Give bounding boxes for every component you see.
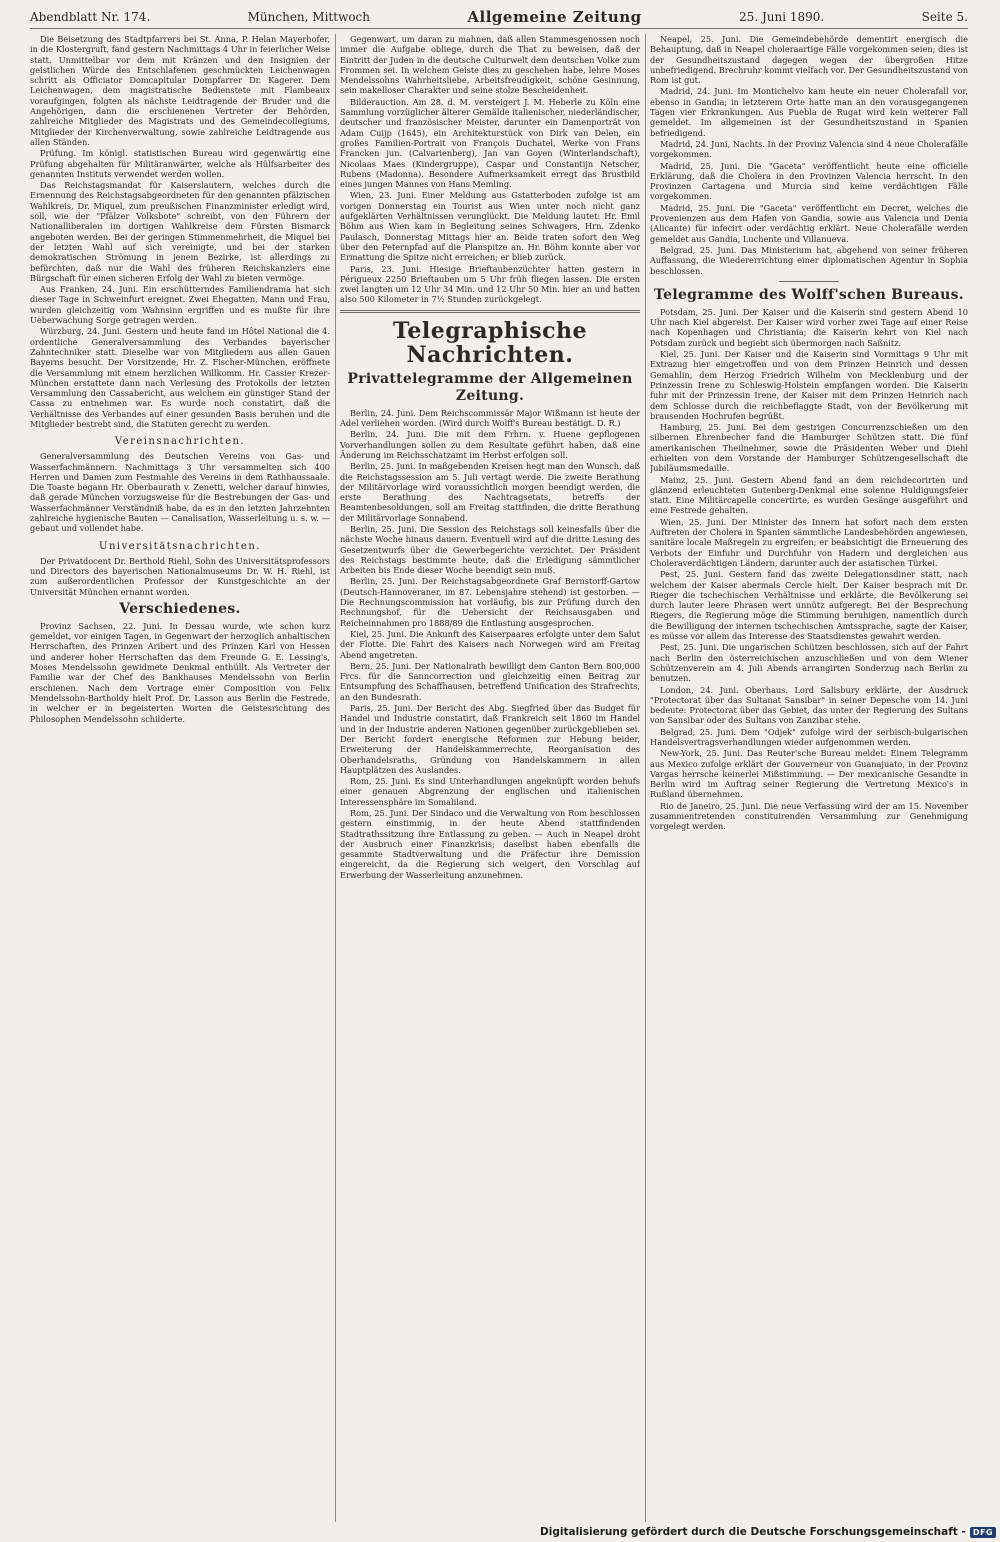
column-divider	[335, 34, 336, 1522]
article-paragraph: Gegenwart, um daran zu mahnen, daß allen Stammesgenossen noch immer die Aufgabe obliege, durch die That zu beweisen, daß der Eintritt der Juden in die deutsche Culturwelt dem deutschen Volke zum Frommen sei. In welchem Geiste dies zu geschehen habe, lehre Moses Mendelssohns Wahrheitsliebe, Arbeitsfreudigkeit, schöne Gesinnung, sein makelloser Charakter und seine stolze Bescheidenheit.	[340, 34, 640, 96]
article-paragraph: Madrid, 25. Juni. Die "Gaceta" veröffentlicht ein Decret, welches die Provenienzen aus dem Hafen von Gandia, sowie aus Valencia und Denia (Alicante) für infecirt oder verdächtig erklärt. Neue Cholerafälle werden gemeldet aus Gandia, Luchente und Villanueva.	[650, 202, 968, 244]
issue-date: 25. Juni 1890.	[739, 10, 825, 24]
section-heading: Telegraphische Nachrichten.	[393, 317, 587, 368]
dfg-logo: DFG	[970, 1527, 996, 1538]
article-paragraph: Berlin, 24. Juni. Dem Reichscommissär Major Wißmann ist heute der Adel verliehen worden. (Wird durch Wolff's Bureau bestätigt. D. R.)	[340, 407, 640, 429]
article-paragraph: Kiel, 25. Juni. Der Kaiser und die Kaiserin sind Vormittags 9 Uhr mit Extrazug hier eingetroffen und von dem Prinzen Heinrich und dessen Gemahlin, dem Herzog Friedrich Wilhelm von Mecklenburg und der Prinzessin Irene zu Schleswig-Holstein empfangen worden. Die Kaiserin fuhr mit der Prinzessin Irene, der Kaiser mit dem Prinzen Heinrich nach dem Schlosse durch die reichbeflaggte Stadt, von der Bevölkerung mit brausenden Hochrufen begrüßt.	[650, 349, 968, 421]
article-paragraph: Belgrad, 25. Juni. Dem "Odjek" zufolge wird der serbisch-bulgarischen Handelsvertragsverhandlungen wieder aufgenommen werden.	[650, 726, 968, 747]
article-paragraph: Pest, 25. Juni. Gestern fand das zweite Delegationsdiner statt, nach welchem der Kaiser abermals Cercle hielt. Der Kaiser besprach mit Dr. Rieger die tschechischen Verhältnisse und erklärte, die Bevölkerung sei durch lauter leere Phrasen wert unnütz aufgeregt. Bei der Besprechung Riegers, die Regierung möge die Stimmung beruhigen, namentlich durch die Bewilligung der internen tschechischen Amtssprache, sagte der Kaiser, es müsse vor allem das Interesse des Staatsdienstes gewahrt werden.	[650, 569, 968, 642]
article-paragraph: Berlin, 25. Juni. Der Reichstagsabgeordnete Graf Bernstorff-Gartow (Deutsch-Hannoveraner, im 87. Lebensjahre stehend) ist gestorben. — Die Rechnungscommission hat vorläufig, bis zur Prüfung durch den Rechnungshof, für die Uebersicht der Reichsausgaben und Reicheinnahmen pro 1888/89 die Entlastung ausgesprochen.	[340, 576, 640, 628]
credit-text: Digitalisierung gefördert durch die Deutsche Forschungsgemeinschaft -	[540, 1526, 966, 1538]
article-paragraph: London, 24. Juni. Oberhaus. Lord Salisbury erklärte, der Ausdruck "Protectorat über das Sultanat Sansibar" in seiner Depesche vom 14. Juni bedeute: Protectorat über das Gebiet, das unter der Regierung des Sultans von Sansibar oder des Sultans von Zanzibar stehe.	[650, 684, 968, 726]
article-paragraph: Wien, 25. Juni. Der Minister des Innern hat sofort nach dem ersten Auftreten der Cholera in Spanien sämmtliche Landesbehörden angewiesen, sanitäre locale Maßregeln zu ergreifen; er beabsichtigt die Erneuerung des Verbots der Einfuhr und Durchfuhr von Hadern und dergleichen aus Choleraverdächtigen Ländern, darunter auch der asiatischen Türkei.	[650, 516, 968, 568]
section-heading: Vereinsnachrichten.	[114, 436, 246, 448]
article-paragraph: Hamburg, 25. Juni. Bei dem gestrigen Concurrenzschießen um den silbernen Ehrenbecher fand die Hamburger Schützen statt. Die fünf amerikanischen Theilnehmer, sowie die Präsidenten Weber und Diehl erhielten von dem Vorstande der Hamburger Schützengesellschaft die Jubiläumsmedaille.	[650, 422, 968, 474]
section-heading: Verschiedenes.	[119, 600, 241, 617]
header-rule	[30, 28, 968, 29]
article-paragraph: Potsdam, 25. Juni. Der Kaiser und die Kaiserin sind gestern Abend 10 Uhr nach Kiel abgereist. Der Kaiser wird vorher zwei Tage auf einer Reise nach Kopenhagen und Christiania; die Kaiserin kehrt von Kiel nach Potsdam zurück und begiebt sich übermorgen nach Saßnitz.	[650, 306, 968, 348]
article-paragraph: Rom, 25. Juni. Es sind Unterhandlungen angeknüpft worden behufs einer genauen Abgrenzung der englischen und italienischen Interessensphäre im Somaliland.	[340, 776, 640, 807]
digitization-credit	[540, 1526, 996, 1538]
section-heading: Universitätsnachrichten.	[99, 540, 261, 552]
issue-number: Abendblatt Nr. 174.	[30, 10, 151, 24]
article-paragraph: Madrid, 24. Juni, Nachts. In der Provinz Valencia sind 4 neue Cholerafälle vorgekommen.	[650, 138, 968, 160]
article-paragraph: Madrid, 24. Juni. Im Montichelvo kam heute ein neuer Cholerafall vor, ebenso in Gandia; in letzterem Orte hatte man an den vorausgegangenen Tagen vier Erkrankungen. Aus Puebla de Rugat wird kein weiterer Fall gemeldet. Im allgemeinen ist der Gesundheitszustand in Spanien befriedigend.	[650, 86, 968, 138]
section-rule	[340, 310, 640, 313]
article-paragraph: Rio de Janeiro, 25. Juni. Die neue Verfassung wird der am 15. November zusammentretenden constituirenden Versammlung zur Genehmigung vorgelegt werden.	[650, 800, 968, 832]
article-paragraph: Bern, 25. Juni. Der Nationalrath bewilligt dem Canton Bern 800,000 Frcs. für die Sanncorrection und gleichzeitig einen Beitrag zur Entsumpfung des Schaffhausen, betreffend Unification des Strafrechts, an den Bundesrath.	[340, 660, 640, 702]
article-paragraph: Rom, 25. Juni. Der Sindaco und die Verwaltung von Rom beschlossen gestern einstimmig, in der heute Abend stattfindenden Stadtrathssitzung ihre Entlassung zu geben. — Auch in Neapel droht der Ausbruch einer Finanzkrisis; daselbst haben ebenfalls die gesammte Stadtverwaltung und die Präfectur ihre Demission eingereicht, da die Regierung sich weigert, den Vorschlag auf Erwerbung der Wasserleitung anzunehmen.	[340, 808, 640, 880]
article-paragraph: Die Beisetzung des Stadtpfarrers bei St. Anna, P. Helan Mayerhofer, in die Klostergruft, fand gestern Nachmittags 4 Uhr in feierlicher Weise statt. Unmittelbar vor dem mit Kränzen und den Insignien der geistlichen Würde des Entschlafenen geschmückten Leichenwagen schritt als Officiator Domcapitular Dompfarrer Dr. Kagerer. Dem Leichenwagen, dem magistratische Bedienstete mit Flambeaux voraufgingen, folgten als nächste Leidtragende der Bruder und die Angehörigen, dann die erschienenen Vertreter der Behörden, zahlreiche Mitglieder des Magistrats und des Gemeindecollegiums, Mitglieder der Kirchenverwaltung, sowie zahlreiche Leidtragende aus allen Ständen.	[30, 34, 330, 147]
column-2	[340, 34, 640, 1522]
article-paragraph: Berlin, 25. Juni. Die Session des Reichstags soll keinesfalls über die nächste Woche hinaus dauern. Eventuell wird auf die dritte Lesung des Gesetzentwurfs über die Gewerbegerichte verzichtet. Der Präsident des Reichstags bestimmte heute, daß die Erledigung sämmtlicher Arbeiten bis Ende dieser Woche beendigt sein muß.	[340, 523, 640, 576]
article-paragraph: Berlin, 24. Juni. Die mit dem Frhrn. v. Huene gepflogenen Vorverhandlungen sollen zu dem Resultate geführt haben, daß eine Änderung im Reichsschatzamt im Herbst erfolgen soll.	[340, 429, 640, 460]
article-paragraph: Pest, 25. Juni. Die ungarischen Schützen beschlossen, sich auf der Fahrt nach Berlin den österreichischen anzuschließen und von dem Wiener Schützenverein am 4. Juli Abends arrangirten Sonderzug nach Berlin zu benutzen.	[650, 642, 968, 684]
article-paragraph: Kiel, 25. Juni. Die Ankunft des Kaiserpaares erfolgte unter dem Salut der Flotte. Die Fahrt des Kaisers nach Norwegen wird am Freitag Abend angetreten.	[340, 628, 640, 660]
section-rule	[779, 281, 839, 282]
article-paragraph: Generalversammlung des Deutschen Vereins von Gas- und Wasserfachmännern. Nachmittags 3 Uhr versammelten sich 400 Herren und Damen zum Festmahle des Vereins in dem Rathhaussaale. Die Toaste begann Hr. Oberbaurath v. Zenetti, welcher darauf hinwies, daß gerade München vorzugsweise für die Bestrebungen der Gas- und Wasserfachmänner Verständniß habe, da es in den letzten Jahrzehnten zahlreiche hygienische Bauten — Canalisation, Wasserleitung u. s. w. — gebaut und vollendet habe.	[30, 451, 330, 534]
article-paragraph: Prüfung. Im königl. statistischen Bureau wird gegenwärtig eine Prüfung abgehalten für Militäranwärter, welche als Hülfsarbeiter des genannten Instituts verwendet werden wollen.	[30, 148, 330, 179]
article-paragraph: Bilderauction. Am 28. d. M. versteigert J. M. Heberle zu Köln eine Sammlung vorzüglicher älterer Gemälde italienischer, niederländischer, deutscher und französischer Meister, darunter ein Damenporträt von Adam Cuijp (1645), ein Architekturstück von Dirk van Delen, ein großes Familien-Portrait von François Duchatel, Werke von Frans Francken jun. (Calvarienberg), Jan van Goyen (Winterlandschaft), Nicolaas Maes (Kindergruppe), Caspar und Constantijn Netscher, Rubens (Madonna). Besondere Aufmerksamkeit erregt das Brustbild eines jungen Mannes von Hans Memling.	[340, 96, 640, 190]
section-subheading: Privattelegramme der Allgemeinen Zeitung.	[347, 370, 633, 404]
place-and-day: München, Mittwoch	[247, 10, 371, 24]
article-paragraph: Madrid, 25. Juni. Die "Gaceta" veröffentlicht heute eine officielle Erklärung, daß die Cholera in den Provinzen Valencia herrscht. In den Provinzen Cartagena und Murcia sind keine verdächtigen Fälle vorgekommen.	[650, 160, 968, 202]
masthead-title: Allgemeine Zeitung	[467, 8, 642, 26]
section-heading: Telegramme des Wolff'schen Bureaus.	[654, 286, 964, 303]
article-paragraph: Mainz, 25. Juni. Gestern Abend fand an dem reichdecorirten und glänzend erleuchteten Gutenberg-Denkmal eine solenne Huldigungsfeier statt. Eine Militärcapelle concertirte, es wurden Gesänge ausgeführt und eine Festrede gehalten.	[650, 474, 968, 516]
article-paragraph: Provinz Sachsen, 22. Juni. In Dessau wurde, wie schon kurz gemeldet, vor einigen Tagen, in Gegenwart der herzoglich anhaltischen Herrschaften, des Prinzen Aribert und des Prinzen Karl von Hessen und anderer hoher Herrschaften das dem Freunde G. E. Lessing's, Moses Mendelssohn gewidmete Denkmal enthüllt. Als Vertreter der Familie war der Chef des Bankhauses Mendelssohn von Berlin erschienen. Nach dem Vortrage einer Composition von Felix Mendelssohn-Bartholdy hielt Prof. Dr. Lasson aus Berlin die Festrede, in welcher er in begeisterten Worten die Geistesrichtung des Philosophen Mendelssohn schilderte.	[30, 620, 330, 724]
article-paragraph: Berlin, 25. Juni. In maßgebenden Kreisen hegt man den Wunsch, daß die Reichstagssession am 5. Juli vertagt werde. Die zweite Berathung der Militärvorlage wird voraussichtlich morgen beendigt werden, die erste Berathung des Nachtragsetats, betreffs der Beamtenbesoldungen, soll am Freitag stattfinden, die dritte Berathung der Militärvorlage Sonnabend.	[340, 461, 640, 523]
article-paragraph: Aus Franken, 24. Juni. Ein erschütterndes Familiendrama hat sich dieser Tage in Schweinfurt ereignet. Zwei Ehegatten, Mann und Frau, wurden gleichzeitig vom Wahnsinn ergriffen und es mußte für ihre Ueberwachung Sorge getragen werden.	[30, 284, 330, 326]
article-paragraph: Paris, 23. Juni. Hiesige Brieftaubenzüchter hatten gestern in Périgueux 2250 Brieftauben um 5 Uhr früh fliegen lassen. Die ersten zwei langten um 12 Uhr 34 Min. und 12 Uhr 50 Min. hier an und hatten also 500 Kilometer in 7½ Stunden zurückgelegt.	[340, 263, 640, 305]
article-paragraph: New-York, 25. Juni. Das Reuter'sche Bureau meldet: Einem Telegramm aus Mexico zufolge erklärt der Gouverneur von Guanajuato, in der Provinz Vargas herrsche keinerlei Mißstimmung. — Der mexicanische Gesandte in Berlin wird im Auftrag seiner Regierung die Vertretung Mexico's in Rußland übernehmen.	[650, 748, 968, 800]
article-paragraph: Wien, 23. Juni. Einer Meldung aus Gstatterboden zufolge ist am vorigen Donnerstag ein Tourist aus Wien unter noch nicht ganz aufgeklärten Verhältnissen verunglückt. Die Meldung lautet: Hr. Emil Böhm aus Wien kam in Begleitung seines Schwagers, Hrn. Zdenko Paulasch, Donnerstag Mittags hier an. Beide traten sofort den Weg über den Peternpfad auf die Planspitze an. Hr. Böhm konnte aber vor Ermattung die Spitze nicht erreichen; er blieb zurück.	[340, 190, 640, 263]
column-1	[30, 34, 330, 1522]
column-divider	[645, 34, 646, 1522]
article-paragraph: Der Privatdocent Dr. Berthold Riehl, Sohn des Universitätsprofessors und Directors des bayerischen Nationalmuseums Dr. W. H. Riehl, ist zum außerordentlichen Professor der Kunstgeschichte an der Universität München ernannt worden.	[30, 555, 330, 597]
page-number: Seite 5.	[921, 10, 968, 24]
article-paragraph: Paris, 25. Juni. Der Bericht des Abg. Siegfried über das Budget für Handel und Industrie constatirt, daß Frankreich seit 1860 im Handel und in der Industrie anderen Nationen gegenüber zurückgeblieben sei. Der Bericht fordert energische Reformen zur Hebung beider, Erweiterung der Handelskammerrechte, Reorganisation des Oberhandelsraths, Gründung von Handelskammern in allen Hauptplätzen des Auslandes.	[340, 703, 640, 775]
article-paragraph: Belgrad, 25. Juni. Das Ministerium hat, abgehend von seiner früheren Auffassung, die Wiedererrichtung einer diplomatischen Agentur in Sophia beschlossen.	[650, 244, 968, 276]
article-paragraph: Das Reichstagsmandat für Kaiserslautern, welches durch die Ernennung des Reichstagsabgeordneten für den genannten pfälzischen Wahlkreis, Dr. Miquel, zum preußischen Finanzminister erledigt wird, soll, wie der "Pfälzer Volksbote" schreibt, von den Führern der Nationalliberalen im dortigen Wahlkreise dem Fürsten Bismarck angeboten werden. Bei der geringen Stimmenmehrheit, die Miquel bei der letzten Wahl auf sich vereinigte, und bei der starken demokratischen Strömung in jenem Bezirke, ist allerdings zu befürchten, daß nur die Wahl des früheren Reichskanzlers eine Bürgschaft für einen sicheren Erfolg der Wahl zu bieten vermöge.	[30, 180, 330, 283]
article-paragraph: Neapel, 25. Juni. Die Gemeindebehörde dementirt energisch die Behauptung, daß in Neapel choleraartige Fälle vorgekommen seien; dies ist der Gesundheitszustand dagegen wegen der übergroßen Hitze unbefriedigend. Brechruhr kommt vielfach vor. Der Gesundheitszustand von Rom ist gut.	[650, 34, 968, 86]
page-header	[30, 6, 968, 28]
column-3	[650, 34, 968, 1522]
article-paragraph: Würzburg, 24. Juni. Gestern und heute fand im Hôtel National die 4. ordentliche Generalversammlung des Verbandes bayerischer Zahntechniker statt. Dieselbe war von Mitgliedern aus allen Gauen Bayerns besucht. Der Vorsitzende, Hr. Z. Fischer-München, eröffnete die Versammlung mit einem herzlichen Willkomm. Hr. Cassier Krezer-München erstattete dann nach Verlesung des Protokolls der letzten Versammlung den Cassabericht, aus welchem ein günstiger Stand der Cassa zu entnehmen war. Es wurde noch constatirt, daß die Verhältnisse des Verbandes auf einer gesunden Basis beruhen und die Mitglieder bestrebt sind, die Statuten gerecht zu werden.	[30, 326, 330, 429]
